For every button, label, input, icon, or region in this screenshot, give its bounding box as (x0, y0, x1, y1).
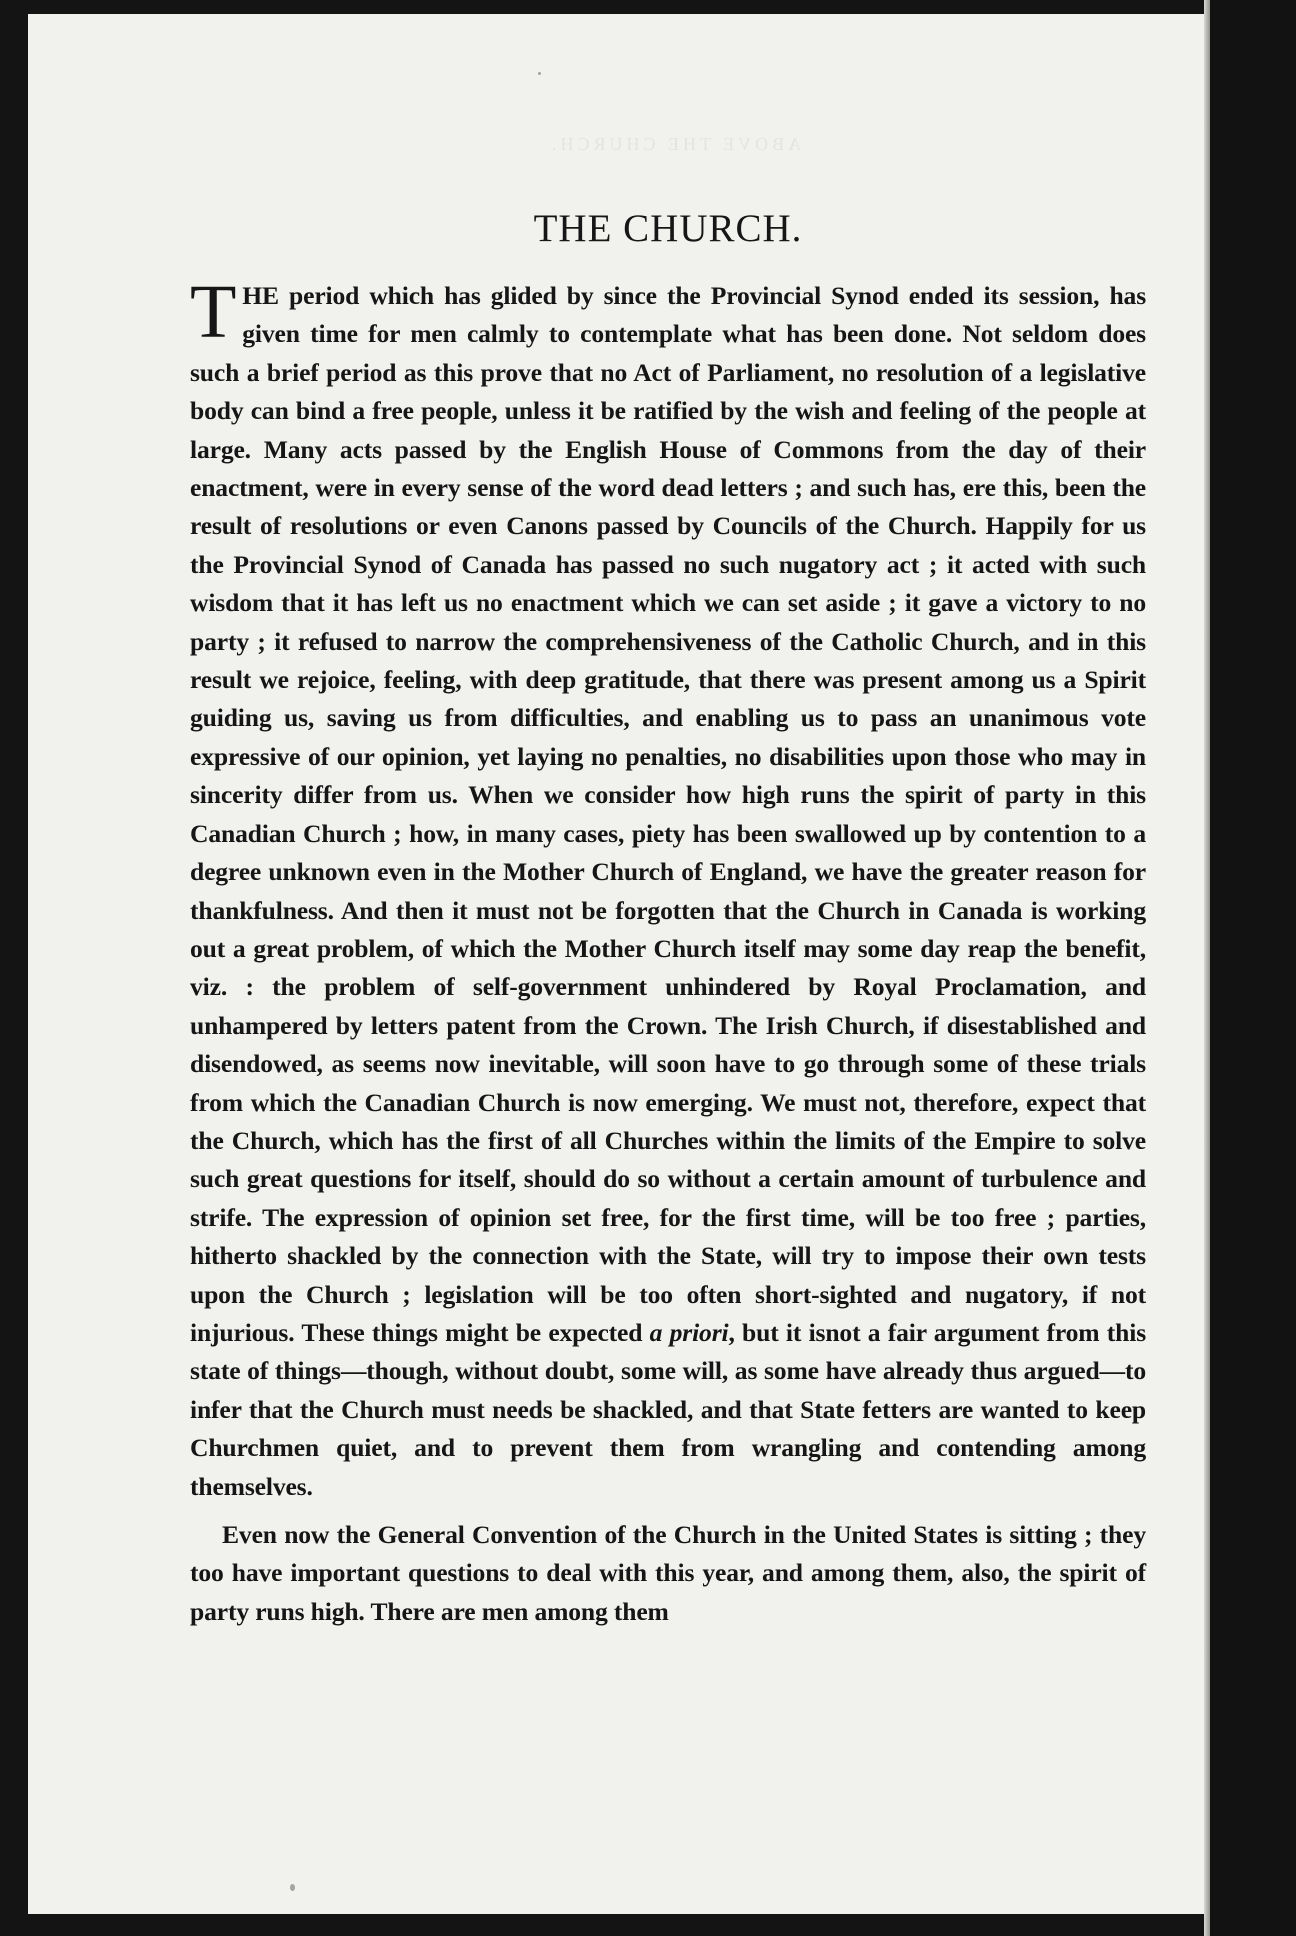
article-body (190, 206, 1146, 1631)
paragraph-2: Even now the General Convention of the Church in the United States is sitting ; they too have important questions to deal with this year, and among them, also, the spirit of party runs high. There are men among them (190, 1520, 1146, 1626)
paragraph-1 (190, 270, 1146, 1506)
paper-speck (538, 72, 541, 75)
book-spine (1210, 0, 1296, 1936)
bleed-through-header: ABOVE THE CHURCH. (548, 134, 802, 154)
italic-phrase: a priori (649, 1317, 729, 1347)
scanned-page (28, 14, 1210, 1914)
article-title: THE CHURCH. (533, 207, 803, 250)
paragraph-1-text: HE period which has glided by since the Provincial Synod ended its session, has given time for men calmly to contemplate what has been done. Not seldom does such a brief period as this prove that no Act of Parliament, no resolution of a legislative body can bind a free people, unless it be ratified by the wish and feeling of the people at large. Many acts passed by the English House of Commons from the day of their enactment, were in every sense of the word dead letters ; and such has, ere this, been the result of resolutions or even Canons passed by Councils of the Church. Happily for us the Provincial Synod of Canada has passed no such nugatory act ; it acted with such wisdom that it has left us no enactment which we can set aside ; it gave a victory to no party ; it refused to narrow the comprehensiveness of the Catholic Church, and in this result we rejoice, feeling, with deep gratitude, that there was present among us a Spirit guiding us, saving us from difficulties, and enabling us to pass an unanimous vote expressive of our opinion, yet laying no penalties, no disabilities upon those who may in sincerity differ from us. When we consider how high runs the spirit of party in this Canadian Church ; how, in many cases, piety has been swallowed up by contention to a degree unknown even in the Mother Church of England, we have the greater reason for thankfulness. And then it must not be forgotten that the Church in Canada is working out a great problem, of which the Mother Church itself may some day reap the benefit, viz. : the problem of self-government unhindered by Royal Proclamation, and unhampered by letters patent from the Crown. The Irish Church, if disestablished and disendowed, as seems now inevitable, will soon have to go through some of these trials from which the Canadian Church is now emerging. We must not, therefore, expect that the Church, which has the first of all Churches within the limits of the Empire to solve such great questions for itself, should do so without a certain amount of turbulence and strife. The expression of opinion set free, for the first time, will be too free ; parties, hitherto shackled by the connection with the State, will try to impose their own tests upon the Church ; legislation will be too often short-sighted and nugatory, if not injurious. These things might be expected (190, 281, 1146, 1347)
paragraph-1-end: , but it isnot a fair argument from this state of things—though, without doubt, some will, as some have already thus argued—to infer that the Church must needs be shackled, and that State fetters are wanted to keep Churchmen quiet, and to prevent them from wrangling and contending among themselves. (190, 1317, 1146, 1501)
paper-speck (290, 1884, 295, 1891)
drop-cap: T (190, 270, 237, 354)
